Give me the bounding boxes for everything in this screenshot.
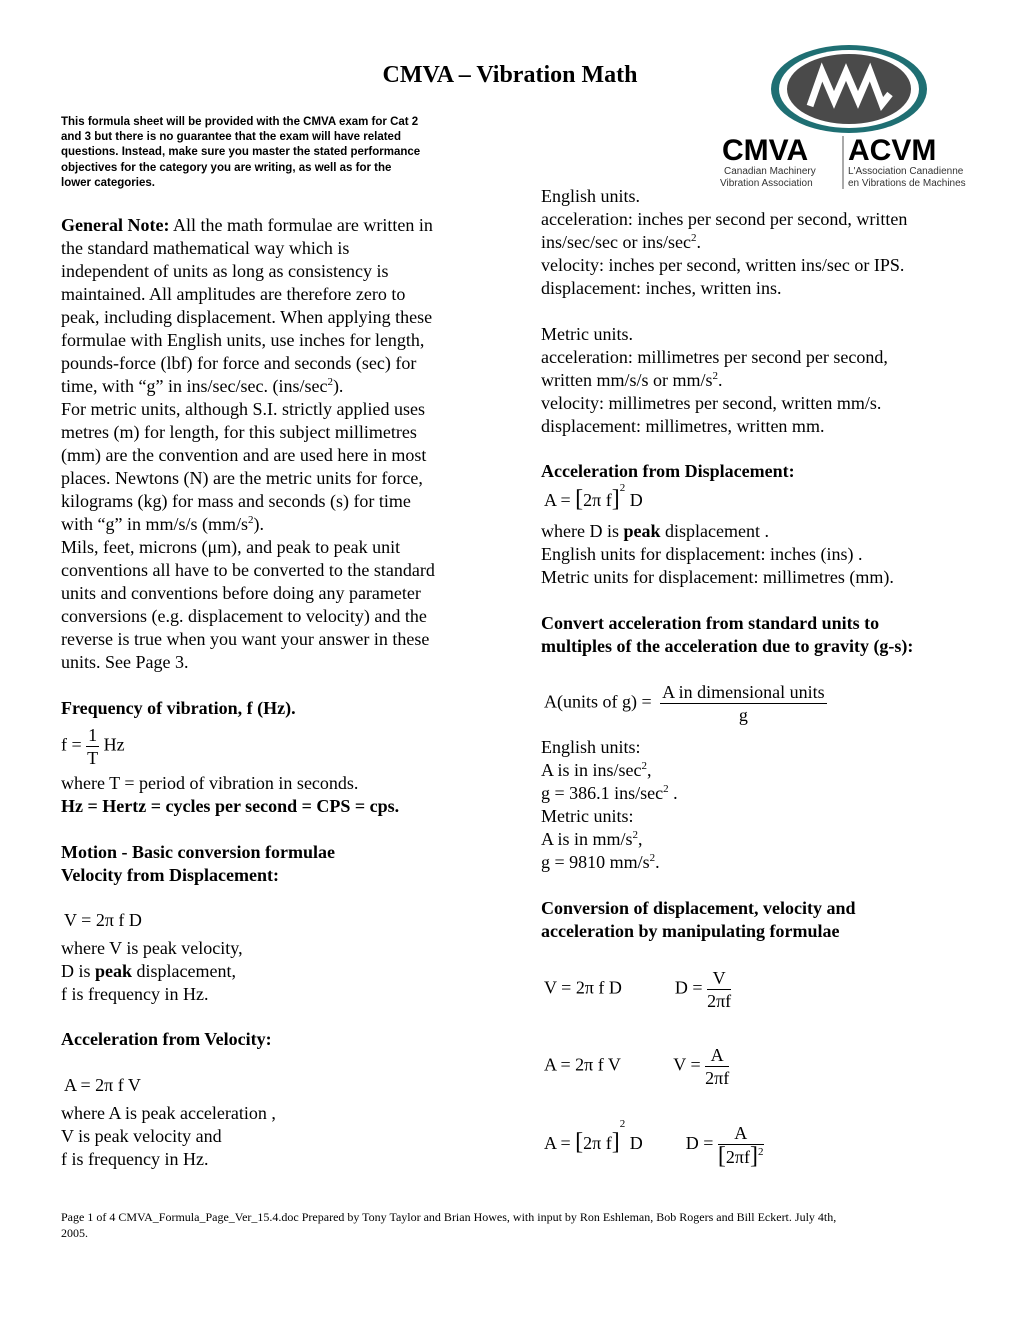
text-run: time, with “g” in ins/sec/sec. (ins/sec — [61, 376, 328, 396]
velocity-formula: V = 2π f D — [544, 977, 622, 998]
text-line — [61, 960, 243, 983]
text-run: This formula sheet will be provided with the CMVA exam for Cat 2 — [61, 116, 419, 128]
text-run: metres (m) for length, for this subject millimetres — [61, 422, 417, 442]
numerator: A — [718, 1122, 764, 1145]
text-run: 2005. — [61, 1226, 88, 1240]
denominator: $[2\pi f]^2$ — [717, 1143, 764, 1169]
svg-text:Canadian Machinery: Canadian Machinery — [724, 166, 816, 177]
text-line — [61, 375, 435, 398]
text-run: velocity: inches per second, written ins/sec or IPS. — [541, 255, 905, 275]
denominator: g — [738, 705, 748, 725]
text-run: where T = period of vibration in seconds. — [61, 773, 359, 793]
text-run: velocity: millimetres per second, written mm/s. — [541, 393, 882, 413]
superscript: 2 — [248, 514, 254, 526]
velocity-notes — [61, 937, 243, 1006]
text-run: written mm/s/s or mm/s — [541, 370, 713, 390]
text-line — [61, 1102, 276, 1125]
denominator: 2πf — [707, 991, 732, 1011]
text-run: and 3 but there is no guarantee that the exam will have related — [61, 131, 401, 144]
text-run: where A is peak acceleration , — [61, 1103, 276, 1123]
text-run: units and conventions before doing any parameter — [61, 583, 421, 603]
text-run: g = 9810 mm/s — [541, 852, 650, 872]
bold-text: acceleration by manipulating formulae — [541, 921, 840, 941]
text-run: independent of units as long as consistency is — [61, 261, 389, 281]
bold-text: General Note: — [61, 215, 170, 235]
intro-note — [61, 115, 420, 191]
formula-row-2 — [544, 1044, 729, 1089]
acceleration-displacement-formula: A = [2π f]$^2$ D — [544, 482, 643, 512]
text-line — [61, 176, 420, 191]
text-run: V is peak velocity and — [61, 1126, 222, 1146]
acceleration-from-velocity-heading: Acceleration from Velocity: — [61, 1029, 272, 1049]
text-line — [541, 759, 678, 782]
text-run: conversions (e.g. displacement to velocity) and the — [61, 606, 427, 626]
denominator: 2πf — [705, 1068, 730, 1088]
acceleration-from-displacement-heading: Acceleration from Displacement: — [541, 461, 795, 481]
text-line — [61, 161, 420, 176]
text-line — [61, 795, 399, 818]
text-line — [61, 1209, 836, 1225]
text-line — [541, 277, 907, 300]
superscript: 2 — [632, 829, 639, 841]
text-line — [541, 543, 894, 566]
formula-lhs: V = — [673, 1054, 701, 1075]
denominator-inner: 2πf — [725, 1147, 751, 1167]
text-run: . — [696, 232, 701, 252]
text-line — [541, 897, 856, 920]
formula-row-1 — [544, 967, 731, 1012]
text-line — [541, 231, 907, 254]
text-line — [61, 398, 435, 421]
text-line — [541, 520, 894, 543]
text-line — [61, 536, 435, 559]
text-line — [61, 145, 420, 160]
g-conversion-formula — [544, 681, 827, 726]
text-line — [61, 237, 435, 260]
text-run: displacement, — [132, 961, 236, 981]
text-line — [541, 566, 894, 589]
formula-row-3: A = [2π f]$^2$ D D = $\frac{A}{[2\pi f]^2}$ — [544, 1118, 764, 1169]
formula-lhs: D = — [685, 1133, 714, 1154]
superscript: 2 — [690, 232, 697, 244]
text-line — [61, 983, 243, 1006]
bold-text: peak — [95, 961, 133, 981]
text-run: displacement . — [660, 521, 769, 541]
numerator: A in dimensional units — [662, 682, 825, 702]
bold-text: multiples of the acceleration due to gravity (g-s): — [541, 636, 914, 656]
text-line — [61, 772, 399, 795]
formula-lhs: A(units of g) = — [544, 691, 652, 712]
text-run: acceleration: inches per second per second, written — [541, 209, 908, 229]
text-run: pounds-force (lbf) for force and seconds (sec) for — [61, 353, 417, 373]
text-line — [61, 283, 435, 306]
velocity-formula: V = 2π f D — [64, 910, 142, 930]
text-run: with “g” in mm/s/s (mm/s — [61, 514, 248, 534]
text-run: , — [638, 829, 643, 849]
text-run: places. Newtons (N) are the metric units for force, — [61, 468, 423, 488]
text-run: . — [655, 852, 660, 872]
text-run: formulae with English units, use inches for length, — [61, 330, 425, 350]
text-run: Metric units for displacement: millimetres (mm). — [541, 567, 894, 587]
text-line — [61, 490, 435, 513]
text-line — [541, 369, 907, 392]
text-line — [61, 329, 435, 352]
text-run: English units. — [541, 186, 641, 206]
text-run: Metric units: — [541, 806, 634, 826]
text-run: where D is — [541, 521, 624, 541]
fraction — [707, 967, 731, 1012]
text-line — [61, 559, 435, 582]
text-line — [61, 421, 435, 444]
text-run: displacement: inches, written ins. — [541, 278, 782, 298]
svg-text:CMVA: CMVA — [722, 134, 809, 167]
superscript: 2 — [649, 852, 656, 864]
text-line — [541, 254, 907, 277]
text-run: . — [668, 783, 678, 803]
svg-text:en Vibrations de Machines: en Vibrations de Machines — [848, 178, 966, 189]
text-run: the standard mathematical way which is — [61, 238, 350, 258]
svg-text:Vibration Association: Vibration Association — [720, 178, 813, 189]
text-run: acceleration: millimetres per second per second, — [541, 347, 888, 367]
bold-text: Hz = Hertz = cycles per second = CPS = cps. — [61, 796, 400, 816]
text-run: where V is peak velocity, — [61, 938, 243, 958]
text-line — [541, 736, 678, 759]
text-run: questions. Instead, make sure you master the stated performance — [61, 146, 421, 159]
manipulation-heading — [541, 897, 856, 943]
formula-d: D — [629, 490, 643, 510]
superscript: 2 — [712, 370, 719, 382]
g-conversion-notes — [541, 736, 678, 874]
text-run: displacement: millimetres, written mm. — [541, 416, 825, 436]
numerator: V — [707, 967, 731, 990]
fraction — [86, 724, 99, 769]
g-conversion-heading — [541, 612, 913, 658]
numerator: 1 — [88, 725, 98, 745]
text-run: ins/sec/sec or ins/sec — [541, 232, 691, 252]
exponent: 2 — [758, 1146, 764, 1158]
exponent: 2 — [619, 1118, 626, 1130]
text-line — [541, 851, 678, 874]
text-run: ). — [253, 514, 264, 534]
text-line — [541, 346, 907, 369]
text-line — [541, 828, 678, 851]
fraction — [718, 1122, 764, 1168]
text-run: (mm) are the convention and are used here in most — [61, 445, 427, 465]
text-run: , — [647, 760, 652, 780]
formula-lhs: D = — [674, 977, 703, 998]
text-run: g = 386.1 ins/sec — [541, 783, 664, 803]
text-run: A is in mm/s — [541, 829, 633, 849]
text-line — [541, 185, 907, 208]
text-line — [61, 1225, 836, 1241]
text-run: English units for displacement: inches (ins) . — [541, 544, 863, 564]
text-line — [541, 415, 907, 438]
acceleration-displacement-notes — [541, 520, 894, 589]
fraction — [705, 1044, 729, 1089]
text-run: Metric units. — [541, 324, 633, 344]
text-line — [541, 392, 907, 415]
fraction — [660, 681, 827, 726]
text-line — [61, 628, 435, 651]
formula-unit: Hz — [103, 734, 125, 755]
svg-text:L'Association Canadienne: L'Association Canadienne — [848, 166, 964, 177]
numerator: A — [705, 1044, 729, 1067]
text-line — [541, 208, 907, 231]
bold-text: peak — [623, 521, 661, 541]
text-line — [61, 513, 435, 536]
text-run: A is in ins/sec — [541, 760, 642, 780]
acceleration-formula: A = 2π f V — [544, 1054, 621, 1075]
text-run: Page 1 of 4 CMVA_Formula_Page_Ver_15.4.doc Prepared by Tony Taylor and Brian Howes, with input by Ron Eshleman, Bob Rogers and Bill Eckert. July 4th, — [61, 1210, 837, 1224]
cmva-logo — [718, 44, 984, 189]
text-run: f is frequency in Hz. — [61, 1149, 209, 1169]
text-line — [541, 782, 678, 805]
text-line — [541, 635, 913, 658]
text-run: . — [718, 370, 723, 390]
superscript: 2 — [663, 783, 669, 795]
page-footer — [61, 1209, 836, 1241]
text-line — [541, 300, 907, 323]
text-line — [61, 214, 435, 237]
text-line — [61, 115, 420, 130]
text-line — [61, 306, 435, 329]
text-line — [541, 920, 856, 943]
text-line — [61, 467, 435, 490]
formula-lhs: A = — [544, 1133, 571, 1154]
text-run: f is frequency in Hz. — [61, 984, 209, 1004]
text-line — [61, 260, 435, 283]
text-run: kilograms (kg) for mass and seconds (s) for time — [61, 491, 411, 511]
general-note — [61, 214, 435, 674]
text-run: Mils, feet, microns (μm), and peak to peak unit — [61, 537, 401, 557]
superscript: 2 — [641, 760, 648, 772]
text-line — [61, 1125, 276, 1148]
frequency-notes — [61, 772, 399, 818]
text-run: For metric units, although S.I. strictly applied uses — [61, 399, 425, 419]
bold-text: Convert acceleration from standard units to — [541, 613, 880, 633]
svg-text:ACVM: ACVM — [848, 134, 937, 167]
formula-lhs: f = — [61, 734, 82, 755]
text-run: conventions all have to be converted to the standard — [61, 560, 435, 580]
formula-inner: 2π f — [583, 490, 612, 510]
text-line — [61, 130, 420, 145]
bold-text: Conversion of displacement, velocity and — [541, 898, 856, 918]
acceleration-notes — [61, 1102, 276, 1171]
velocity-from-displacement-heading: Velocity from Displacement: — [61, 865, 279, 885]
text-run: English units: — [541, 737, 641, 757]
text-line — [61, 937, 243, 960]
text-run: All the math formulae are written in — [169, 215, 433, 235]
text-line — [61, 352, 435, 375]
frequency-heading: Frequency of vibration, f (Hz). — [61, 698, 296, 718]
text-line — [61, 1148, 276, 1171]
exponent: 2 — [619, 482, 626, 494]
formula-inner: 2π f — [583, 1133, 612, 1154]
formula-d: D — [629, 1133, 643, 1154]
denominator: T — [87, 748, 99, 768]
formula-lhs: A = — [544, 490, 571, 510]
text-run: units. See Page 3. — [61, 652, 189, 672]
text-line — [61, 605, 435, 628]
text-run: lower categories. — [61, 176, 155, 189]
text-line — [61, 582, 435, 605]
text-line — [541, 323, 907, 346]
text-run: reverse is true when you want your answer in these — [61, 629, 430, 649]
acceleration-velocity-formula: A = 2π f V — [64, 1075, 141, 1095]
text-line — [541, 805, 678, 828]
page-title: CMVA – Vibration Math — [382, 62, 638, 88]
frequency-formula — [61, 724, 125, 769]
text-line — [61, 444, 435, 467]
text-line — [61, 651, 435, 674]
text-run: peak, including displacement. When applying these — [61, 307, 433, 327]
text-run: D is — [61, 961, 96, 981]
text-run: ). — [332, 376, 344, 396]
text-line — [541, 612, 913, 635]
superscript: 2 — [327, 376, 333, 388]
motion-heading: Motion - Basic conversion formulae — [61, 842, 335, 862]
units-description — [541, 185, 907, 438]
text-run: maintained. All amplitudes are therefore zero to — [61, 284, 406, 304]
text-run: objectives for the category you are writing, as well as for the — [61, 161, 392, 174]
